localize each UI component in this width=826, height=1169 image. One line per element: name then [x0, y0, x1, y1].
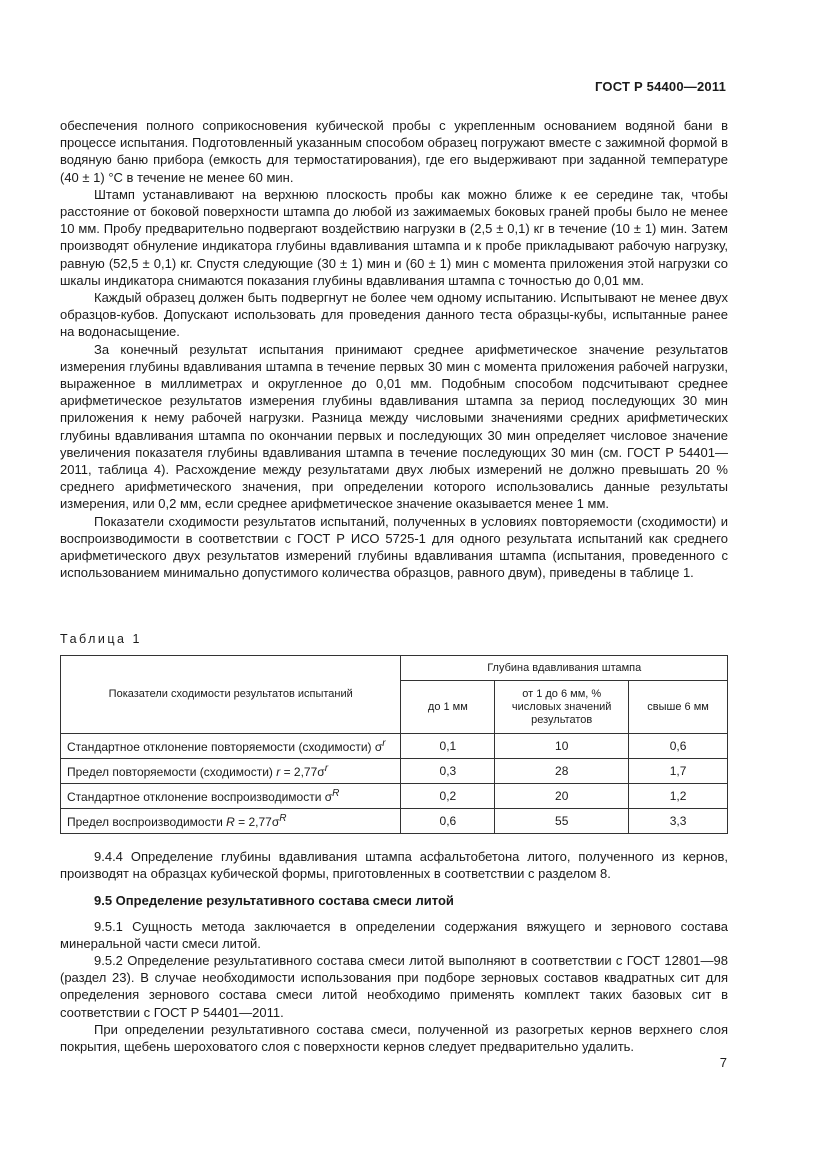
table-row — [61, 759, 728, 784]
table-row — [61, 784, 728, 809]
section-text — [60, 848, 728, 1055]
paragraph-9-5-2: 9.5.2 Определение результативного состава смеси литой выполняют в соответствии с ГОСТ 12801—98 (раздел 23). В случае необходимости использования при подборе зерновых составов квадратных сит для определения зернового состава смеси литой необходимо применять комплект таких базовых сит в соответствии с ГОСТ Р 54401—2011. — [60, 953, 728, 1020]
cell-value: 0,3 — [401, 759, 495, 784]
column-header: от 1 до 6 мм, % числовых значений результатов — [495, 681, 629, 734]
row-label: Предел повторяемости (сходимости) $r = 2,77\sigma^r$ — [61, 759, 401, 784]
standard-header: ГОСТ Р 54400—2011 — [595, 79, 726, 94]
column-header: до 1 мм — [401, 681, 495, 734]
cell-value: 10 — [495, 734, 629, 759]
cell-value: 0,6 — [401, 809, 495, 834]
section-heading-9-5: 9.5 Определение результативного состава смеси литой — [94, 893, 454, 909]
cell-value: 0,1 — [401, 734, 495, 759]
cell-value: 1,7 — [629, 759, 728, 784]
cell-value: 1,2 — [629, 784, 728, 809]
cell-value: 20 — [495, 784, 629, 809]
cell-value: 55 — [495, 809, 629, 834]
column-header: свыше 6 мм — [629, 681, 728, 734]
paragraph-sample-count: Каждый образец должен быть подвергнут не более чем одному испытанию. Испытывают не менее двух образцов-кубов. Допускают использовать для проведения данного теста образцы-кубы, испытанные ранее на водонасыщение. — [60, 290, 728, 340]
cell-value: 3,3 — [629, 809, 728, 834]
table-header-row — [61, 656, 728, 681]
row-header-cell: Показатели сходимости результатов испытаний — [61, 656, 401, 734]
paragraph-final-result: За конечный результат испытания принимают среднее арифметическое значение результатов измерения глубины вдавливания штампа в течение первых 30 мин с момента приложения рабочей нагрузки, выраженное в миллиметрах и округленное до 0,01 мм. Подобным способом подсчитывают среднее арифметическое результатов измерения глубины вдавливания штампа за период последующих 30 мин приложения к нему рабочей нагрузки. Разница между числовыми значениями средних арифметических глубины вдавливания штампа по окончании первых и последующих 30 мин определяет числовое значение увеличения показателя глубины вдавливания штампа в течение последующих 30 мин (см. ГОСТ Р 54401—2011, таблица 4). Расхождение между результатами двух любых измерений не должно превышать 20 % среднего арифметического значения, при определении которого использовались данные результаты измерения, или 0,2 мм, если среднее арифметическое значение оказывается менее 1 мм. — [60, 341, 728, 512]
paragraph-9-5-note: При определении результативного состава смеси, полученной из разогретых кернов верхнего слоя покрытия, щебень шероховатого слоя с поверхности кернов следует предварительно удалить. — [60, 1021, 728, 1055]
group-header-cell: Глубина вдавливания штампа — [401, 656, 728, 681]
row-label: Стандартное отклонение воспроизводимости $\sigma^R$ — [61, 784, 401, 809]
paragraph-stamp-setup: Штамп устанавливают на верхнюю плоскость пробы как можно ближе к ее середине так, чтобы расстояние от боковой поверхности штампа до любой из зажимаемых боковых граней пробы было не менее 10 мм. Пробу предварительно подвергают воздействию нагрузки в (2,5 ± 0,1) кг в течение (10 ± 1) мин. Затем производят обнуление индикатора глубины вдавливания штампа и к пробе прикладывают рабочую нагрузку, равную (52,5 ± 0,1) кг. Спустя следующие (30 ± 1) мин и (60 ± 1) мин с момента приложения этой нагрузки со шкалы индикатора снимаются показания глубины вдавливания штампа с точностью до 0,01 мм. — [60, 186, 728, 288]
paragraph-precision: Показатели сходимости результатов испытаний, полученных в условиях повторяемости (сходимости) и воспроизводимости в соответствии с ГОСТ Р ИСО 5725-1 для одного результата испытаний как среднего арифметического двух результатов измерений глубины вдавливания штампа (испытания, проведенного с использованием минимально допустимого количества образцов, равного двум), приведены в таблице 1. — [60, 513, 728, 581]
precision-table — [60, 655, 728, 834]
body-text — [60, 117, 728, 581]
row-label: Стандартное отклонение повторяемости (сходимости) $\sigma^r$ — [61, 734, 401, 759]
cell-value: 28 — [495, 759, 629, 784]
row-label: Предел воспроизводимости $R = 2,77\sigma^R$ — [61, 809, 401, 834]
table-row — [61, 809, 728, 834]
table-row — [61, 734, 728, 759]
paragraph-9-5-1: 9.5.1 Сущность метода заключается в определении содержания вяжущего и зернового состава минеральной части смеси литой. — [60, 918, 728, 951]
cell-value: 0,2 — [401, 784, 495, 809]
paragraph-9-4-4: 9.4.4 Определение глубины вдавливания штампа асфальтобетона литого, полученного из кернов, производят на образцах кубической формы, приготовленных в соответствии с разделом 8. — [60, 849, 728, 882]
page-number: 7 — [719, 1055, 727, 1070]
cell-value: 0,6 — [629, 734, 728, 759]
table-caption: Таблица 1 — [60, 632, 142, 646]
paragraph-continuation: обеспечения полного соприкосновения кубической пробы с укрепленным основанием водяной бани в процессе испытания. Подготовленный указанным способом образец погружают вместе с зажимной формой в водяную баню прибора (емкость для термостатирования), где его выдерживают при заданной температуре (40 ± 1) °С в течение не менее 60 мин. — [60, 118, 728, 185]
